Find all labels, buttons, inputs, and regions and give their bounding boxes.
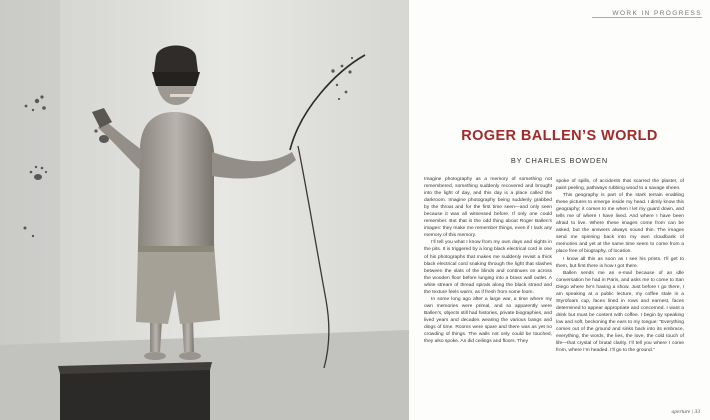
running-head-rule	[592, 17, 702, 18]
paragraph: I know all this as soon as I see his prints. I’ll get to them, but first there is how I got there.	[556, 256, 684, 269]
paragraph: In some long ago after a large war, a time where my own memories were primal, and so apparently were Ballen’s, objects still had histories, private biographies, and lived years and decades wearing the various bangs and dings of time. Rooms were spare and there was as yet no crowding of things. The walls not only could be touched, they also spoke. As did ceilings and floors. They	[424, 296, 552, 345]
byline: BY CHARLES BOWDEN	[510, 156, 609, 165]
paragraph: This geography is part of the stark terrain enabling these pictures to emerge inside my head. I dimly know this geography; it comes to me when I let my guard down, and tells me of where I have lived. And where I have been afraid to live. Where these images come from can be asked, but the answers always sound thin. The images send me spinning back into my own cloudbank of memories and yet at the same time seem to come from a place free of biography, of location.	[556, 193, 684, 255]
paragraph: spoke of spills, of accidents that scarred the plaster, of paint peeling, pathways rubbing wood to a savage sheen.	[556, 179, 684, 192]
paragraph: Ballen sends me an e-mail because of an idle conversation he had in Paris, and asks me to come to San Diego where he’s having a show. Just before I go there, I am speaking at a public lecture, my coffee stale in a Styrofoam cup, faces lined in rows and earnest, faces determined to appear appropriate and concerned. I want a drink but must be content with coffee. I begin by speaking low and soft, beckoning the ears to my tongue: “Everything comes out of the ground and sinks back into its embrace, everything, the words, the lies, the love, the cold touch of life—that crystal of brutal clarity. I’ll tell you where I come from, where I’m headed. I’ll go to the ground.”	[556, 270, 684, 354]
page-folio: aperture | 33	[671, 409, 700, 415]
paragraph: I’ll tell you what I know from my own days and nights in the pits. It is triggered by a long black electrical cord in one of his photographs that makes me suddenly revisit a thick black electrical cord snaking through the light that slashes between the slats of the blinds and continues on across the wooden floor before lunging into a brass wall outlet. A white stream of thread spirals along the black strand and the texture feels warm, as if fresh from some loom.	[424, 240, 552, 295]
paragraph: Imagine photography as a memory of something not remembered, something suddenly recovered and brought into the light of day, and this day is a place called the darkroom. Imagine photography being suddenly grabbed by the throat and for the first time seen—and only seen because it was all witnessed before. If only one could remember. But that is the odd thing about Roger Ballen’s images: they make me remember things, even if I lack any memory of this memory.	[424, 177, 552, 239]
text-column-1	[424, 176, 552, 345]
text-column-2	[556, 178, 684, 354]
running-head: WORK IN PROGRESS	[612, 10, 702, 17]
article-title: ROGER BALLEN’S WORLD	[461, 128, 658, 144]
